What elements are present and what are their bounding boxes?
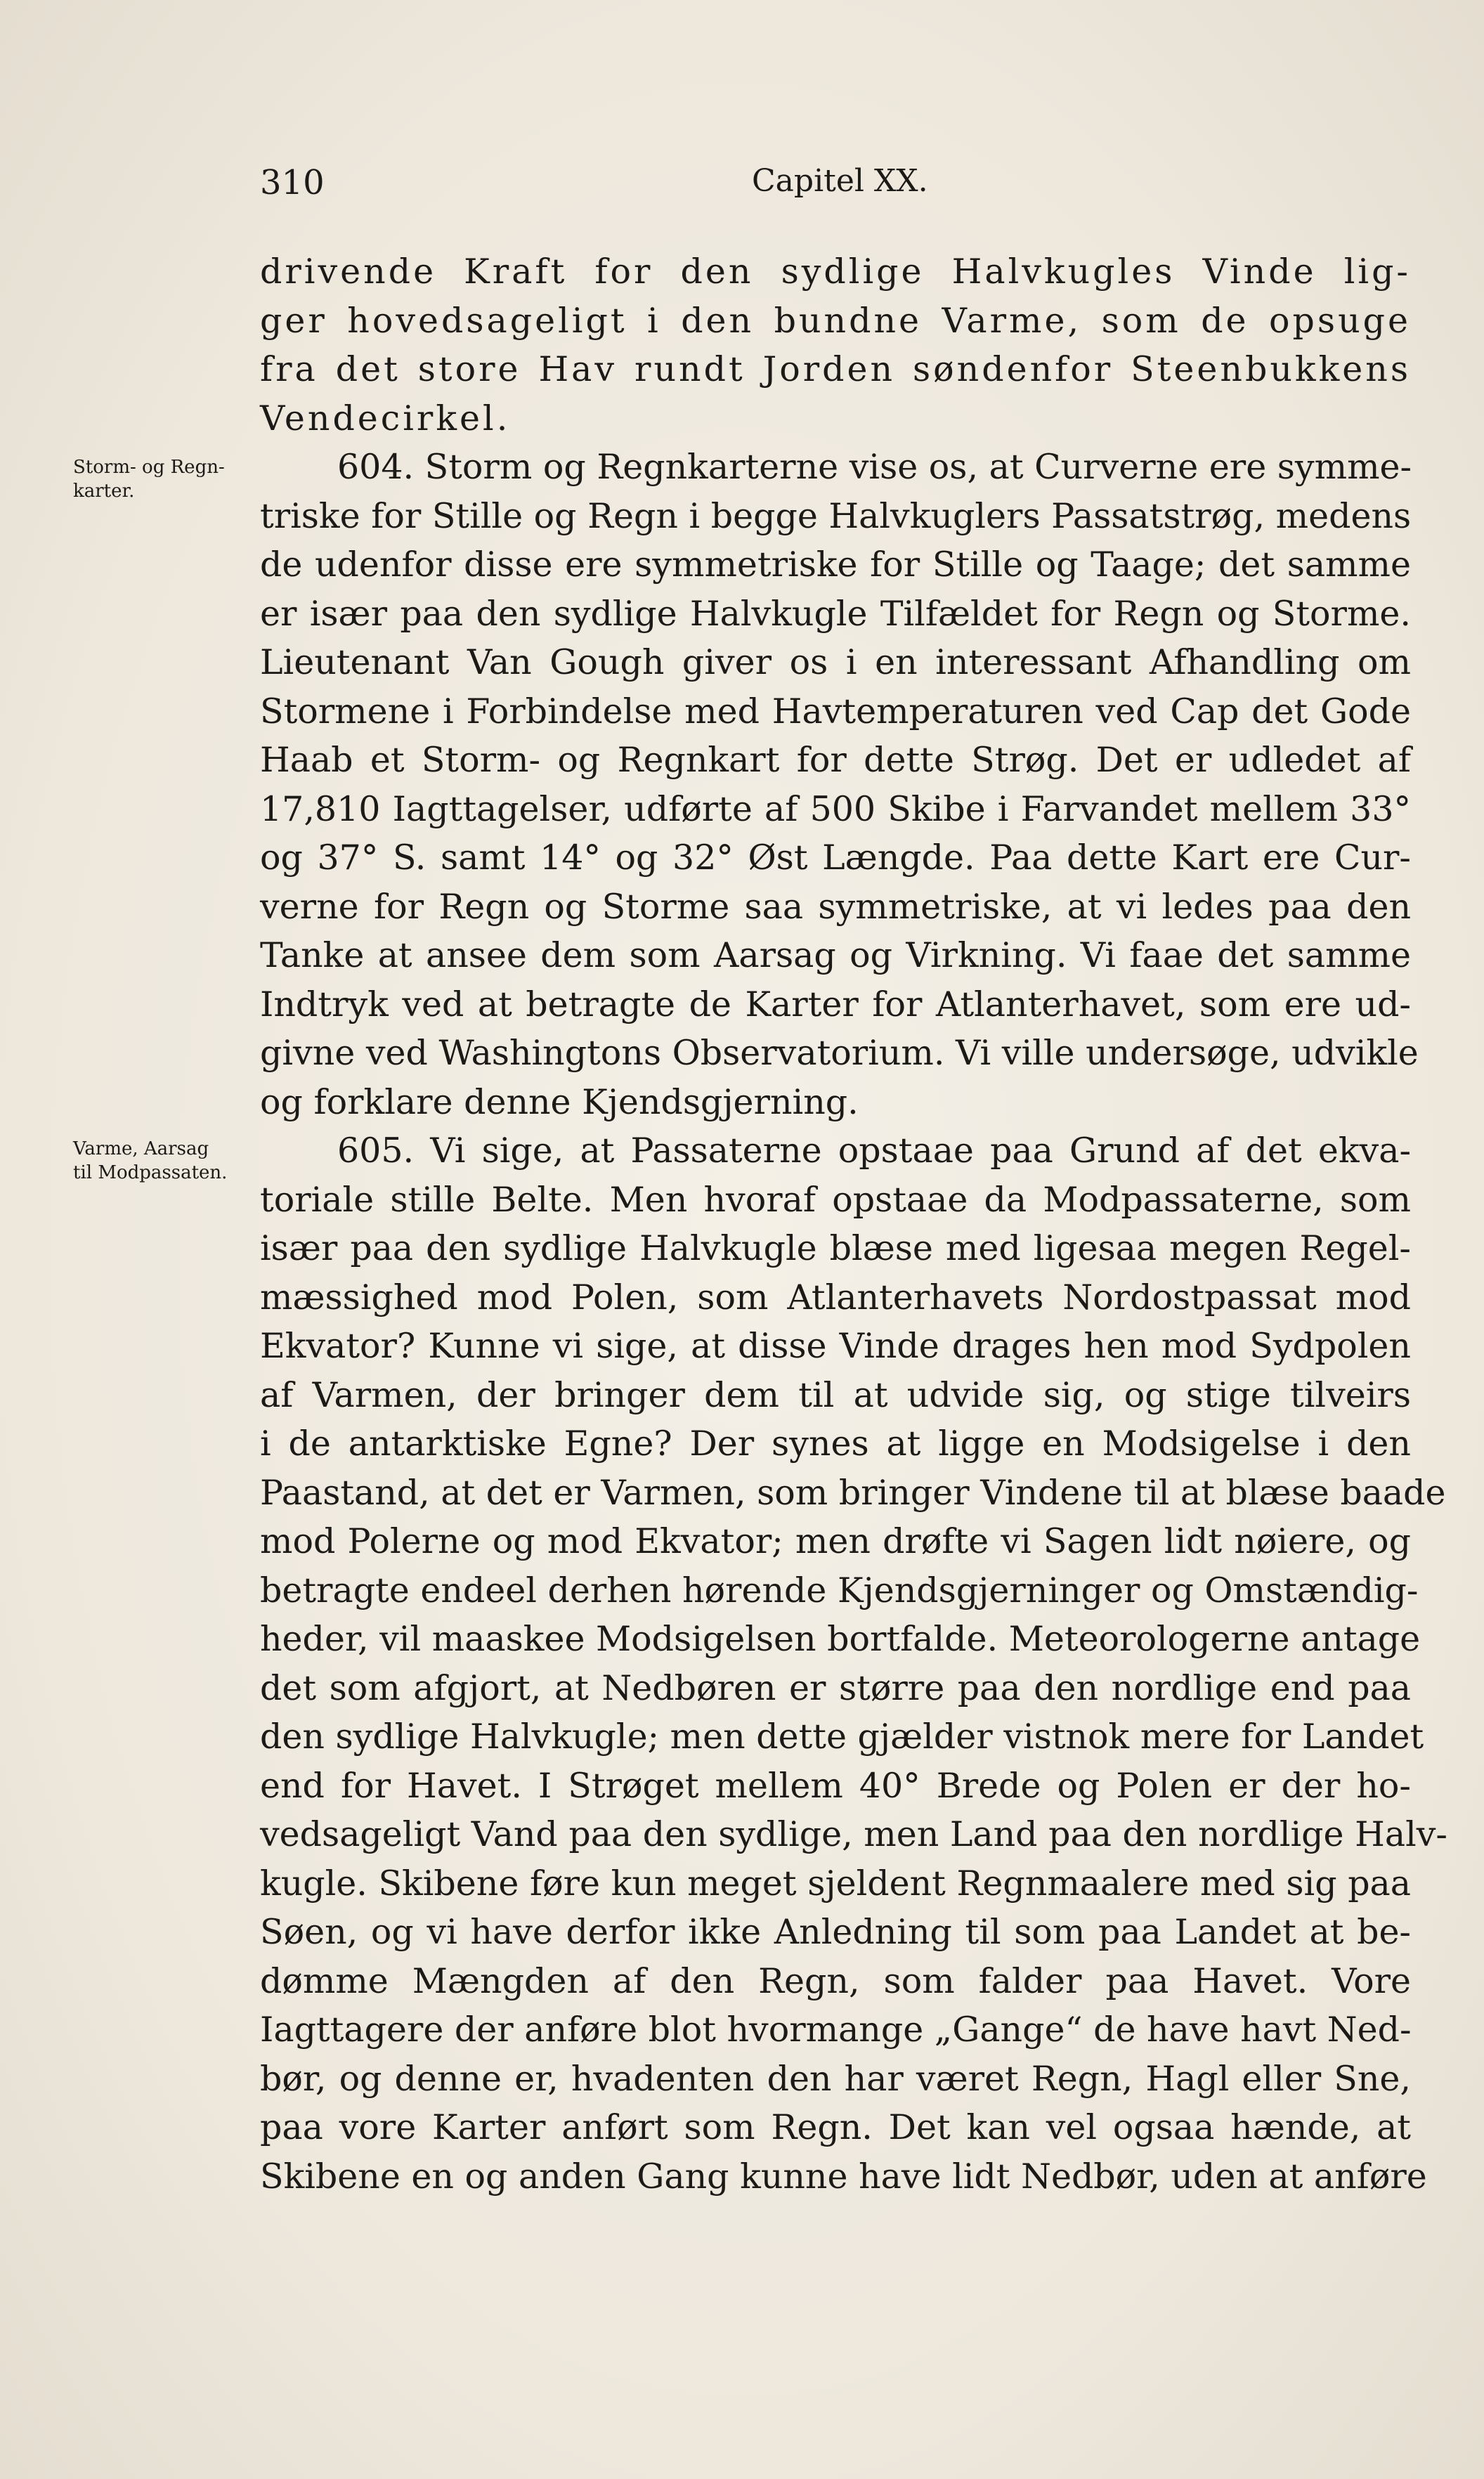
- text-line: 604. Storm og Regnkarterne vise os, at Curverne ere symme-: [337, 447, 1412, 487]
- margin-note-varme-aarsag: [73, 1137, 277, 1185]
- text-line: betragte endeel derhen hørende Kjendsgjerninger og Omstændig-: [260, 1570, 1419, 1611]
- body-text: [260, 247, 1447, 2201]
- text-line: givne ved Washingtons Observatorium. Vi ville undersøge, udvikle: [260, 1033, 1419, 1073]
- text-line: og 37° S. samt 14° og 32° Øst Længde. Paa dette Kart ere Cur-: [260, 838, 1411, 878]
- text-line: Ekvator? Kunne vi sige, at disse Vinde drages hen mod Sydpolen: [260, 1326, 1411, 1366]
- text-line: Haab et Storm- og Regnkart for dette Strøg. Det er udledet af: [260, 740, 1411, 780]
- text-line: mæssighed mod Polen, som Atlanterhavets Nordostpassat mod: [260, 1277, 1411, 1317]
- text-line: bør, og denne er, hvadenten den har været Regn, Hagl eller Sne,: [260, 2058, 1411, 2099]
- text-line: mod Polerne og mod Ekvator; men drøfte vi Sagen lidt nøiere, og: [260, 1521, 1411, 1561]
- text-line: fra det store Hav rundt Jorden søndenfor Steenbukkens: [260, 349, 1411, 389]
- text-line: dømme Mængden af den Regn, som falder paa Havet. Vore: [260, 1960, 1411, 2001]
- margin-note-text: Storm- og Regn- karter.: [73, 457, 225, 502]
- text-line: 605. Vi sige, at Passaterne opstaae paa Grund af det ekva-: [337, 1131, 1411, 1171]
- text-line: ger hovedsageligt i den bundne Varme, som de opsuge: [260, 300, 1411, 341]
- text-line: vedsageligt Vand paa den sydlige, men Land paa den nordlige Halv-: [260, 1814, 1447, 1854]
- text-line: Indtryk ved at betragte de Karter for Atlanterhavet, som ere ud-: [260, 984, 1411, 1024]
- text-line: triske for Stille og Regn i begge Halvkuglers Passatstrøg, medens: [260, 495, 1412, 536]
- text-line: Paastand, at det er Varmen, som bringer Vindene til at blæse baade: [260, 1472, 1446, 1513]
- text-line: toriale stille Belte. Men hvoraf opstaae da Modpassaterne, som: [260, 1179, 1411, 1220]
- page-header: [260, 163, 1419, 212]
- text-line: og forklare denne Kjendsgjerning.: [260, 1081, 859, 1122]
- text-line: i de antarktiske Egne? Der synes at ligge en Modsigelse i den: [260, 1424, 1411, 1464]
- page-number: 310: [260, 163, 325, 202]
- text-line: den sydlige Halvkugle; men dette gjælder vistnok mere for Landet: [260, 1717, 1424, 1757]
- text-line: paa vore Karter anført som Regn. Det kan vel ogsaa hænde, at: [260, 2107, 1411, 2147]
- margin-note-storm-og-regnkarter: [73, 455, 277, 503]
- text-line: af Varmen, der bringer dem til at udvide sig, og stige tilveirs: [260, 1374, 1411, 1415]
- text-line: Søen, og vi have derfor ikke Anledning til som paa Landet at be-: [260, 1912, 1411, 1952]
- text-line: Lieutenant Van Gough giver os i en interessant Afhandling om: [260, 642, 1411, 682]
- text-line: end for Havet. I Strøget mellem 40° Brede og Polen er der ho-: [260, 1765, 1411, 1806]
- text-line: drivende Kraft for den sydlige Halvkugles Vinde lig-: [260, 252, 1411, 292]
- text-line: det som afgjort, at Nedbøren er større paa den nordlige end paa: [260, 1667, 1411, 1708]
- text-line: 17,810 Iagttagelser, udførte af 500 Skibe i Farvandet mellem 33°: [260, 788, 1411, 829]
- running-head: Capitel XX.: [752, 163, 928, 199]
- text-line: Tanke at ansee dem som Aarsag og Virkning. Vi faae det samme: [260, 935, 1411, 975]
- text-line: især paa den sydlige Halvkugle blæse med ligesaa megen Regel-: [260, 1228, 1411, 1268]
- text-line: Skibene en og anden Gang kunne have lidt Nedbør, uden at anføre: [260, 2156, 1427, 2197]
- text-line: Stormene i Forbindelse med Havtemperaturen ved Cap det Gode: [260, 691, 1411, 731]
- text-line: de udenfor disse ere symmetriske for Stille og Taage; det samme: [260, 545, 1411, 585]
- text-line: verne for Regn og Storme saa symmetriske, at vi ledes paa den: [260, 886, 1411, 927]
- text-line: Iagttagere der anføre blot hvormange „Gange“ de have havt Ned-: [260, 2010, 1412, 2050]
- text-line: er især paa den sydlige Halvkugle Tilfældet for Regn og Storme.: [260, 593, 1411, 634]
- margin-note-text: Varme, Aarsag til Modpassaten.: [73, 1138, 228, 1183]
- text-line: Vendecirkel.: [260, 398, 511, 438]
- text-line: kugle. Skibene føre kun meget sjeldent Regnmaalere med sig paa: [260, 1863, 1411, 1904]
- text-line: heder, vil maaskee Modsigelsen bortfalde. Meteorologerne antage: [260, 1619, 1421, 1659]
